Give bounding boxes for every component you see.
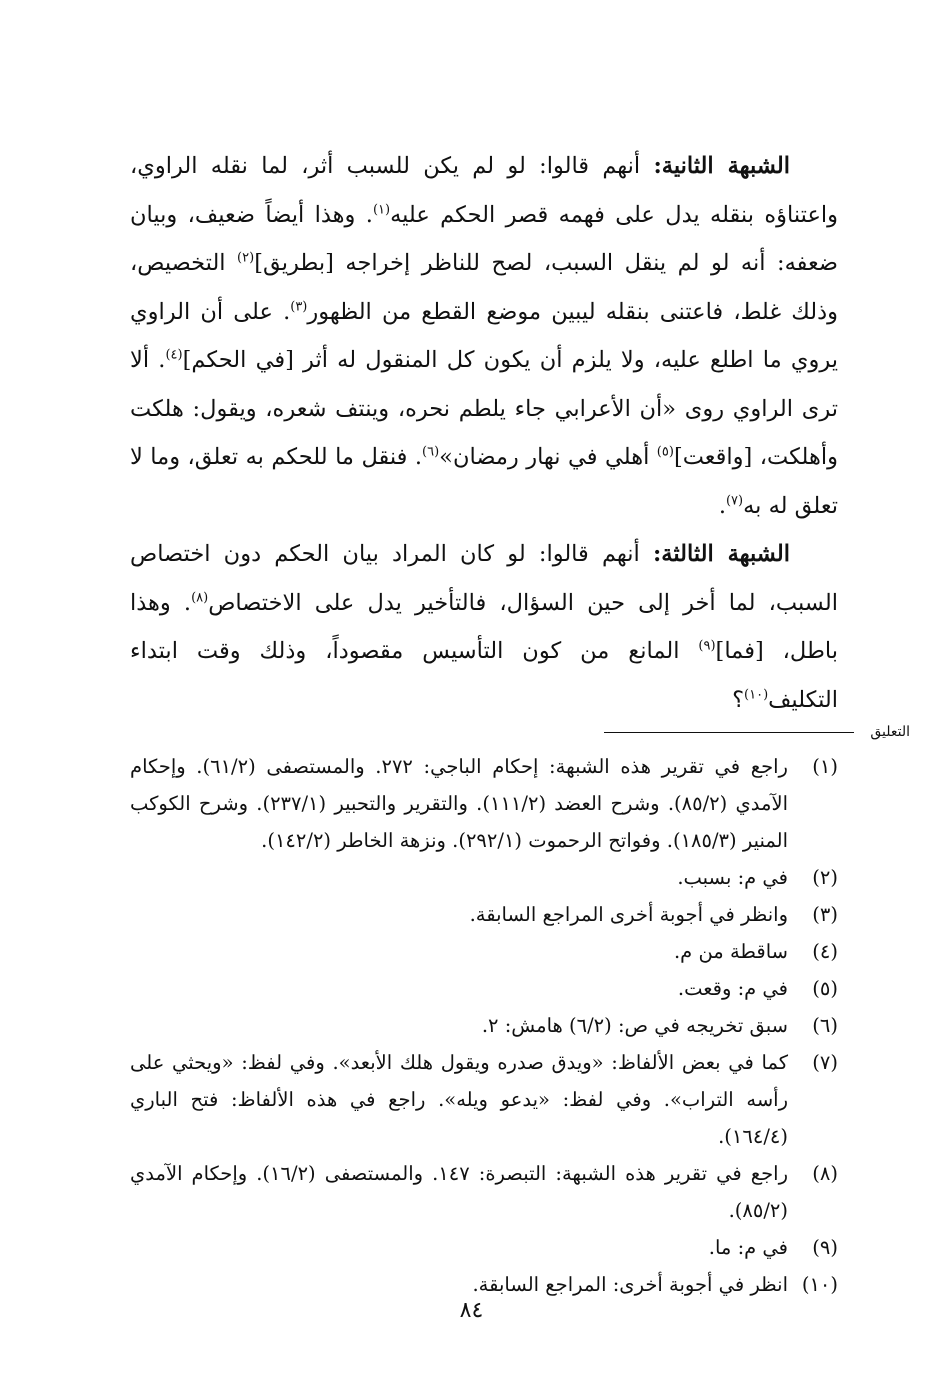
footnote-text: انظر في أجوبة أخرى: المراجع السابقة.: [472, 1273, 788, 1296]
footnote-number: (١): [812, 755, 838, 778]
footnote-text: راجع في تقرير هذه الشبهة: التبصرة: ١٤٧. والمستصفى (١٦/٢). وإحكام الآمدي (٨٥/٢).: [130, 1162, 789, 1222]
footnote-text: في م: وقعت.: [677, 977, 788, 1000]
page-number: ٨٤: [459, 1298, 484, 1323]
footnote-text: وانظر في أجوبة أخرى المراجع السابقة.: [469, 903, 788, 926]
paragraph-text: ؟: [732, 686, 745, 713]
footnote-number: (٤): [812, 940, 838, 963]
footnotes-divider: [600, 722, 910, 744]
paragraph-third-objection: [130, 530, 838, 724]
footnote-number: (٩): [812, 1236, 838, 1259]
footnote-number: (٣): [812, 903, 838, 926]
footnote-item: [130, 1229, 838, 1266]
footnote-text: سبق تخريجه في ص: (٦/٢) هامش: ٢.: [481, 1014, 788, 1037]
paragraph-text: أهلي في نهار رمضان»: [439, 444, 657, 470]
footnote-text: راجع في تقرير هذه الشبهة: إحكام الباجي: ٢٧٢. والمستصفى (٦١/٢). وإحكام الآمدي (٨٥/٢). وشرح العضد (١١١/٢). والتقرير والتحبير (٢٣٧/١). وشرح الكوكب المنير (١٨٥/٣). وفواتح الرحموت (٢٩٢/١). ونزهة الخاطر (١٤٢/٢).: [130, 755, 788, 852]
footnotes-list: [130, 748, 838, 1303]
footnote-item: [130, 1007, 838, 1044]
paragraph-text: . وهذا باطل، [فما]: [130, 589, 838, 664]
paragraph-text: . وهذا أيضاً ضعيف، وبيان ضعفه: أنه لو لم ينقل السبب، لصح للناظر إخراجه [بطريق]: [130, 201, 838, 276]
footnote-text: في م: بسبب.: [677, 866, 788, 889]
footnote-ref[interactable]: (٨): [191, 590, 209, 605]
paragraph-text: . ألا ترى الراوي روى «أن الأعرابي جاء يلطم نحره، وينتف شعره، ويقول: هلكت وأهلكت، [واقعت]: [130, 347, 838, 470]
footnote-number: (٥): [812, 977, 838, 1000]
footnote-ref[interactable]: (٦): [422, 444, 440, 460]
footnote-ref[interactable]: (١٠): [744, 687, 769, 702]
footnote-number: (٢): [812, 866, 838, 889]
paragraph-text: المانع من كون التأسيس مقصوداً، وذلك وقت ابتداء التكليف: [130, 638, 838, 713]
footnote-ref[interactable]: (٥): [656, 444, 674, 460]
footnote-number: (٧): [812, 1051, 838, 1074]
paragraph-text: . فنقل ما للحكم به تعلق، وما لا تعلق له به: [130, 444, 838, 519]
paragraph-text: أنهم قالوا: لو لم يكن للسبب أثر، لما نقله الراوي، واعتناؤه بنقله يدل على فهمه قصر الحكم عليه: [130, 153, 838, 228]
paragraph-heading: الشبهة الثانية:: [653, 153, 790, 179]
footnote-ref[interactable]: (١): [372, 202, 391, 217]
paragraph-text: . على أن الراوي يروي ما اطلع عليه، ولا يلزم أن يكون كل المنقول له أثر [في الحكم]: [130, 298, 838, 373]
footnote-item: [130, 1155, 838, 1229]
paragraph-second-objection: [130, 142, 838, 530]
footnote-ref[interactable]: (٤): [165, 347, 183, 363]
footnote-ref[interactable]: (٢): [237, 250, 255, 266]
divider-line: [604, 732, 854, 733]
footnote-ref[interactable]: (٧): [725, 493, 744, 508]
footnote-item: [130, 859, 838, 896]
footnote-number: (٨): [812, 1162, 838, 1185]
paragraph-text: .: [718, 492, 726, 519]
footnote-text: كما في بعض الألفاظ: «ويدق صدره ويقول هلك الأبعد». وفي لفظ: «ويحثي على رأسه التراب». وفي لفظ: «يدعو ويله». راجع في هذه الألفاظ: فتح الباري (١٦٤/٤).: [130, 1051, 788, 1148]
footnote-number: (١٠): [801, 1273, 838, 1296]
footnote-ref[interactable]: (٩): [698, 638, 716, 654]
footnote-ref[interactable]: (٣): [290, 299, 308, 314]
paragraph-text: أنهم قالوا: لو كان المراد بيان الحكم دون اختصاص السبب، لما أخر إلى حين السؤال، فالتأخير يدل على الاختصاص: [130, 541, 838, 616]
paragraph-heading: الشبهة الثالثة:: [652, 541, 790, 567]
main-text: [130, 142, 838, 724]
footnote-item: [130, 970, 838, 1007]
footnote-item: [130, 748, 838, 859]
footnote-number: (٦): [812, 1014, 838, 1037]
footnote-item: [130, 1044, 838, 1155]
footnote-text: في م: ما.: [708, 1236, 788, 1259]
paragraph-text: التخصيص، وذلك غلط، فاعتنى بنقله ليبين موضع القطع من الظهور: [130, 250, 838, 325]
footnote-item: [130, 896, 838, 933]
footnotes-label: التعليق: [870, 724, 910, 740]
footnote-text: ساقطة من م.: [673, 940, 788, 963]
footnote-item: [130, 933, 838, 970]
